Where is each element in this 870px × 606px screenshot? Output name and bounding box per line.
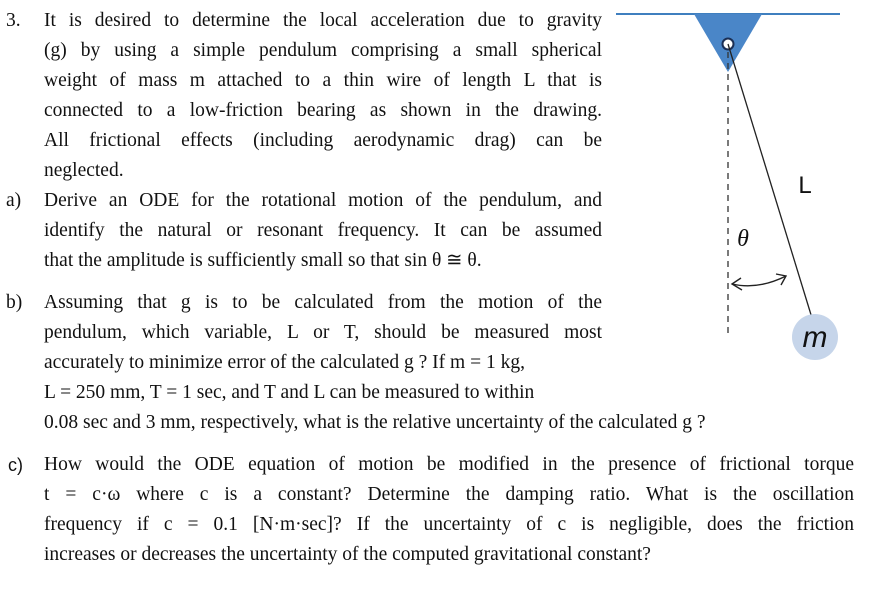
part-c-line: frequency if c = 0.1 [N·m·sec]? If the uncertainty of c is negligible, does the friction xyxy=(44,514,854,535)
part-a-marker: a) xyxy=(6,190,22,211)
part-b-line: accurately to minimize error of the calculated g ? If m = 1 kg, xyxy=(44,352,525,373)
part-c-line: How would the ODE equation of motion be modified in the presence of frictional torque xyxy=(44,454,854,475)
part-b-line: L = 250 mm, T = 1 sec, and T and L can be measured to within xyxy=(44,382,535,403)
part-a-line: Derive an ODE for the rotational motion of the pendulum, and xyxy=(44,190,602,211)
mass-label: m xyxy=(802,321,828,354)
part-a-line: that the amplitude is sufficiently small so that sin θ ≅ θ. xyxy=(44,250,482,271)
intro-line: weight of mass m attached to a thin wire of length L that is xyxy=(44,70,602,91)
length-label: L xyxy=(798,172,812,199)
part-b-line: pendulum, which variable, L or T, should be measured most xyxy=(44,322,602,343)
intro-line: neglected. xyxy=(44,160,124,181)
angle-arrow xyxy=(732,276,786,286)
part-b-line: 0.08 sec and 3 mm, respectively, what is the relative uncertainty of the calculated g ? xyxy=(44,412,706,433)
part-b-line: Assuming that g is to be calculated from the motion of the xyxy=(44,292,602,313)
intro-line: (g) by using a simple pendulum comprising a small spherical xyxy=(44,40,602,61)
intro-line: It is desired to determine the local acceleration due to gravity xyxy=(44,10,602,31)
part-c-line: increases or decreases the uncertainty of the computed gravitational constant? xyxy=(44,544,651,565)
part-c-marker: c) xyxy=(8,455,23,475)
pendulum-drawing xyxy=(610,0,850,380)
intro-line: connected to a low-friction bearing as shown in the drawing. xyxy=(44,100,602,121)
intro-line: All frictional effects (including aerodynamic drag) can be xyxy=(44,130,602,151)
angle-label: θ xyxy=(737,226,749,252)
part-a-line: identify the natural or resonant frequency. It can be assumed xyxy=(44,220,602,241)
part-b-marker: b) xyxy=(6,292,23,313)
part-c-line: t = c·ω where c is a constant? Determine the damping ratio. What is the oscillation xyxy=(44,484,854,505)
problem-number: 3. xyxy=(6,10,21,31)
